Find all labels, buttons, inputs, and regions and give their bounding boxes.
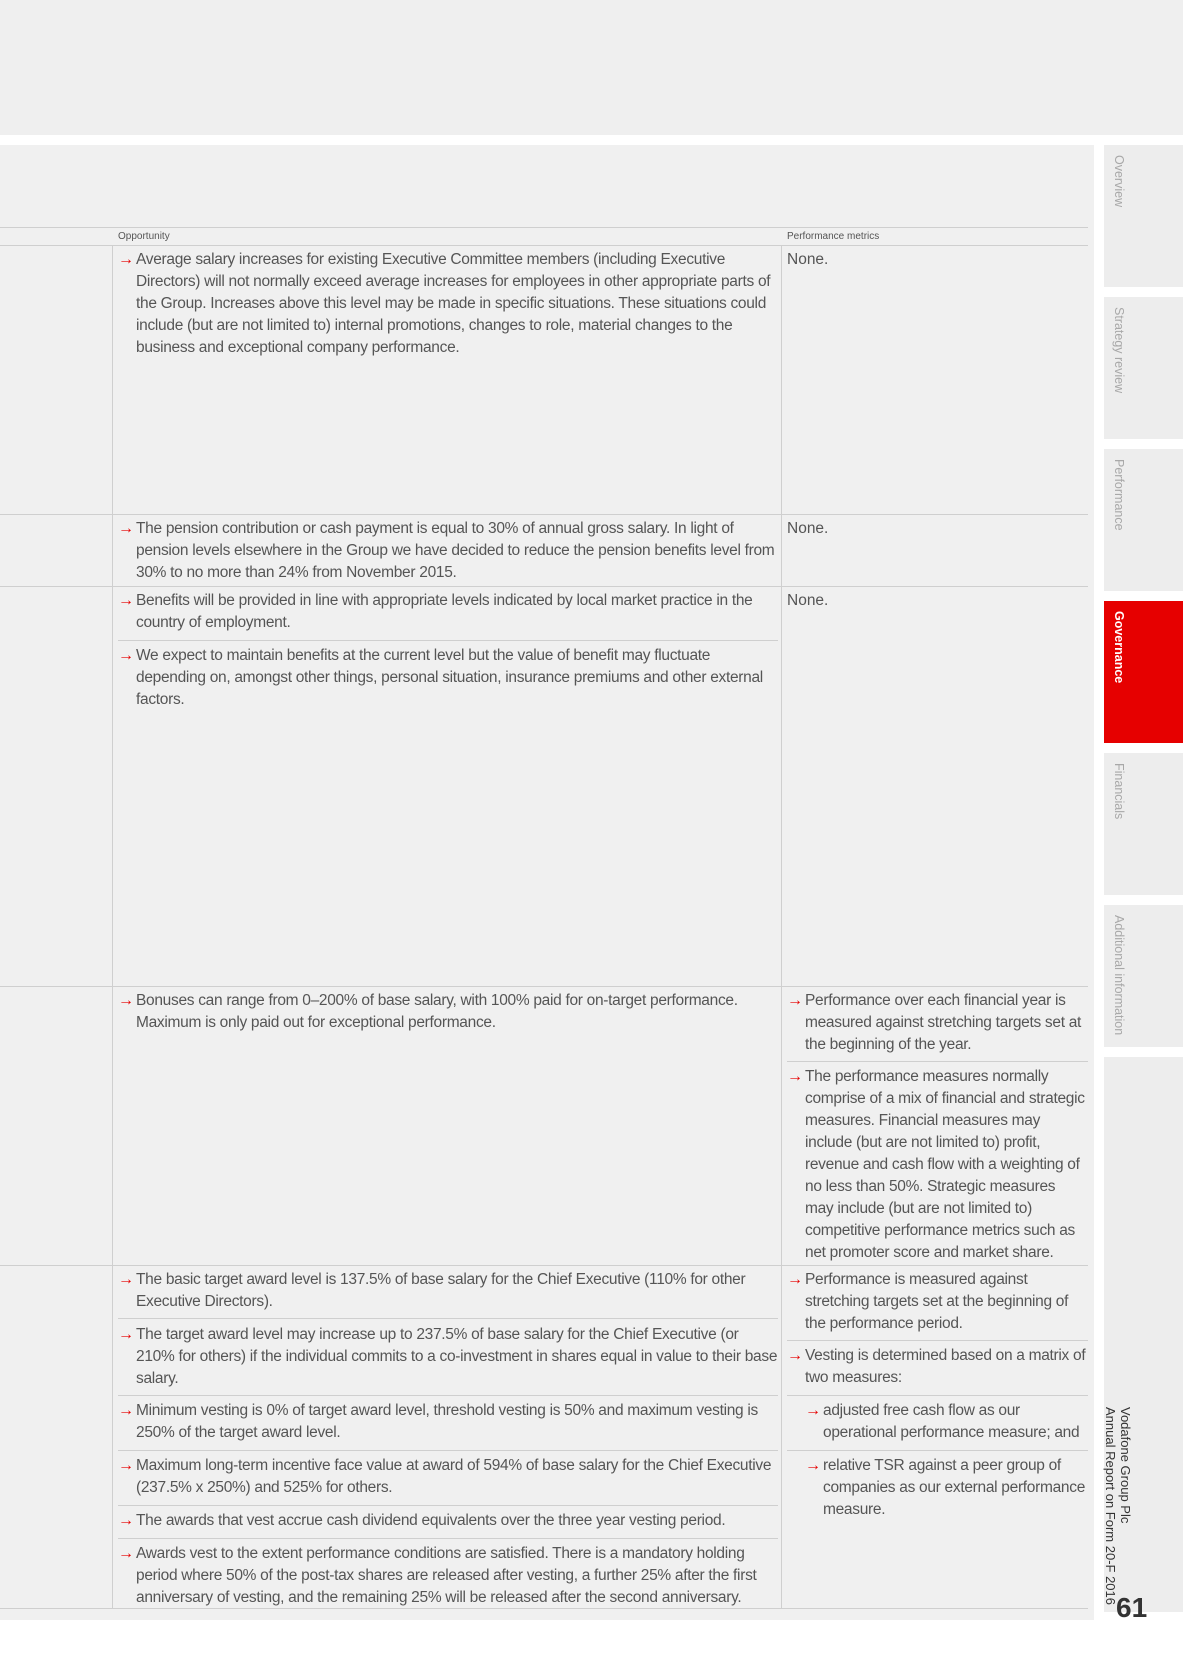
arrow-right-icon: →: [118, 992, 134, 1009]
arrow-right-icon: →: [805, 1457, 821, 1474]
side-tab-label: Performance: [1112, 459, 1126, 531]
pension-metrics: None.: [787, 520, 829, 537]
item-rule: [787, 1450, 1088, 1451]
header-top-rule: [0, 227, 1088, 228]
benefits-opportunity-item: → We expect to maintain benefits at the current level but the value of benefit may fluctuate depending on, amongst other things, personal situation, insurance premiums and other external factors.: [118, 647, 763, 708]
item-rule: [118, 1318, 778, 1319]
arrow-right-icon: →: [118, 647, 134, 664]
item-rule: [118, 640, 778, 641]
bonus-metric-item: → The performance measures normally comprise of a mix of financial and strategic measures. Financial measures may include (but are not limited to) profit, revenue and cash flow with a weighting of no less than 50%. Strategic measures may include (but are not limited to) competitive performance metrics such as net promoter score and market share.: [787, 1068, 1085, 1261]
bonus-opportunity-item: → Bonuses can range from 0–200% of base salary, with 100% paid for on-target performance. Maximum is only paid out for exceptional performance.: [118, 992, 738, 1031]
arrow-right-icon: →: [118, 1545, 134, 1562]
row-rule: [0, 986, 1088, 987]
benefits-metrics: None.: [787, 592, 829, 609]
item-rule: [787, 1061, 1088, 1062]
arrow-right-icon: →: [118, 1271, 134, 1288]
side-tab-label: Financials: [1112, 763, 1126, 820]
benefits-opportunity-item: → Benefits will be provided in line with appropriate levels indicated by local market practice in the country of employment.: [118, 592, 753, 631]
item-rule: [787, 1395, 1088, 1396]
row-rule: [0, 1265, 1088, 1266]
bonus-metric-item: → Performance over each financial year is measured against stretching targets set at the beginning of the year.: [787, 992, 1082, 1053]
item-rule: [118, 1538, 778, 1539]
side-tab-financials[interactable]: [1104, 753, 1183, 895]
side-tab-performance[interactable]: [1104, 449, 1183, 591]
report-title: [1103, 1407, 1133, 1605]
arrow-right-icon: →: [787, 1271, 803, 1288]
performance-metrics-column-header: Performance metrics: [787, 231, 880, 242]
company-name: Vodafone Group Plc: [1118, 1407, 1133, 1524]
header-bottom-rule: [0, 245, 1088, 246]
row-rule: [0, 586, 1088, 587]
arrow-right-icon: →: [787, 992, 803, 1009]
arrow-right-icon: →: [787, 1068, 803, 1085]
ltip-opportunity-item: → The target award level may increase up to 237.5% of base salary for the Chief Executive (or 210% for others) if the individual commits to a co-investment in shares equal in value to their base salary.: [118, 1326, 778, 1387]
ltip-opportunity-item: → The basic target award level is 137.5% of base salary for the Chief Executive (110% for other Executive Directors).: [118, 1271, 746, 1310]
ltip-metric-item: → Vesting is determined based on a matrix of two measures:: [787, 1347, 1086, 1386]
salary-opportunity-item: → Average salary increases for existing Executive Committee members (including Executive Directors) will not normally exceed average increases for employees in other appropriate parts of the Group. Increases above this level may be made in specific situations. These situations could include (but are not limited to) internal promotions, changes to role, material changes to the business and exceptional company performance.: [118, 251, 771, 356]
salary-metrics: None.: [787, 251, 829, 268]
ltip-opportunity-item: → Awards vest to the extent performance conditions are satisfied. There is a mandatory holding period where 50% of the post-tax shares are released after vesting, a further 25% after the first anniversary of vesting, and the remaining 25% will be released after the second anniversary.: [118, 1545, 757, 1606]
item-rule: [787, 1340, 1088, 1341]
side-tab-overview[interactable]: [1104, 145, 1183, 287]
header-band: [0, 0, 1183, 135]
item-rule: [118, 1505, 778, 1506]
side-tab-strategy-review[interactable]: [1104, 297, 1183, 439]
arrow-right-icon: →: [118, 520, 134, 537]
arrow-right-icon: →: [118, 1457, 134, 1474]
ltip-sub-metric-item: → relative TSR against a peer group of companies as our external performance measure.: [805, 1457, 1086, 1518]
arrow-right-icon: →: [118, 1402, 134, 1419]
side-tab-label: Overview: [1112, 155, 1126, 208]
side-tab-label: Additional information: [1112, 915, 1126, 1036]
ltip-opportunity-item: → Minimum vesting is 0% of target award level, threshold vesting is 50% and maximum vesting is 250% of the target award level.: [118, 1402, 758, 1441]
ltip-opportunity-item: → Maximum long-term incentive face value at award of 594% of base salary for the Chief Executive (237.5% x 250%) and 525% for others.: [118, 1457, 772, 1496]
side-tab-label: Governance: [1112, 611, 1126, 684]
ltip-metric-item: → Performance is measured against stretching targets set at the beginning of the performance period.: [787, 1271, 1069, 1332]
arrow-right-icon: →: [118, 1326, 134, 1343]
item-rule: [118, 1395, 778, 1396]
report-name: Annual Report on Form 20-F 2016: [1103, 1407, 1118, 1605]
row-rule: [0, 514, 1088, 515]
ltip-opportunity-item: → The awards that vest accrue cash dividend equivalents over the three year vesting period.: [118, 1510, 778, 1532]
ltip-sub-metric-item: → adjusted free cash flow as our operational performance measure; and: [805, 1402, 1080, 1441]
arrow-right-icon: →: [787, 1347, 803, 1364]
arrow-right-icon: →: [118, 1512, 134, 1529]
side-tab-label: Strategy review: [1112, 307, 1126, 394]
arrow-right-icon: →: [118, 251, 134, 268]
side-tab-governance[interactable]: [1104, 601, 1183, 743]
column-rule: [781, 245, 782, 1608]
pension-opportunity-item: → The pension contribution or cash payment is equal to 30% of annual gross salary. In light of pension levels elsewhere in the Group we have decided to reduce the pension benefits level from 30% to no more than 24% from November 2015.: [118, 520, 775, 581]
page-number: 61: [1116, 1592, 1148, 1623]
arrow-right-icon: →: [118, 592, 134, 609]
policy-table: [0, 145, 1094, 1620]
side-tab-additional-information[interactable]: [1104, 905, 1183, 1047]
arrow-right-icon: →: [805, 1402, 821, 1419]
column-rule: [112, 245, 113, 1608]
opportunity-column-header: Opportunity: [118, 231, 170, 242]
item-rule: [118, 1450, 778, 1451]
